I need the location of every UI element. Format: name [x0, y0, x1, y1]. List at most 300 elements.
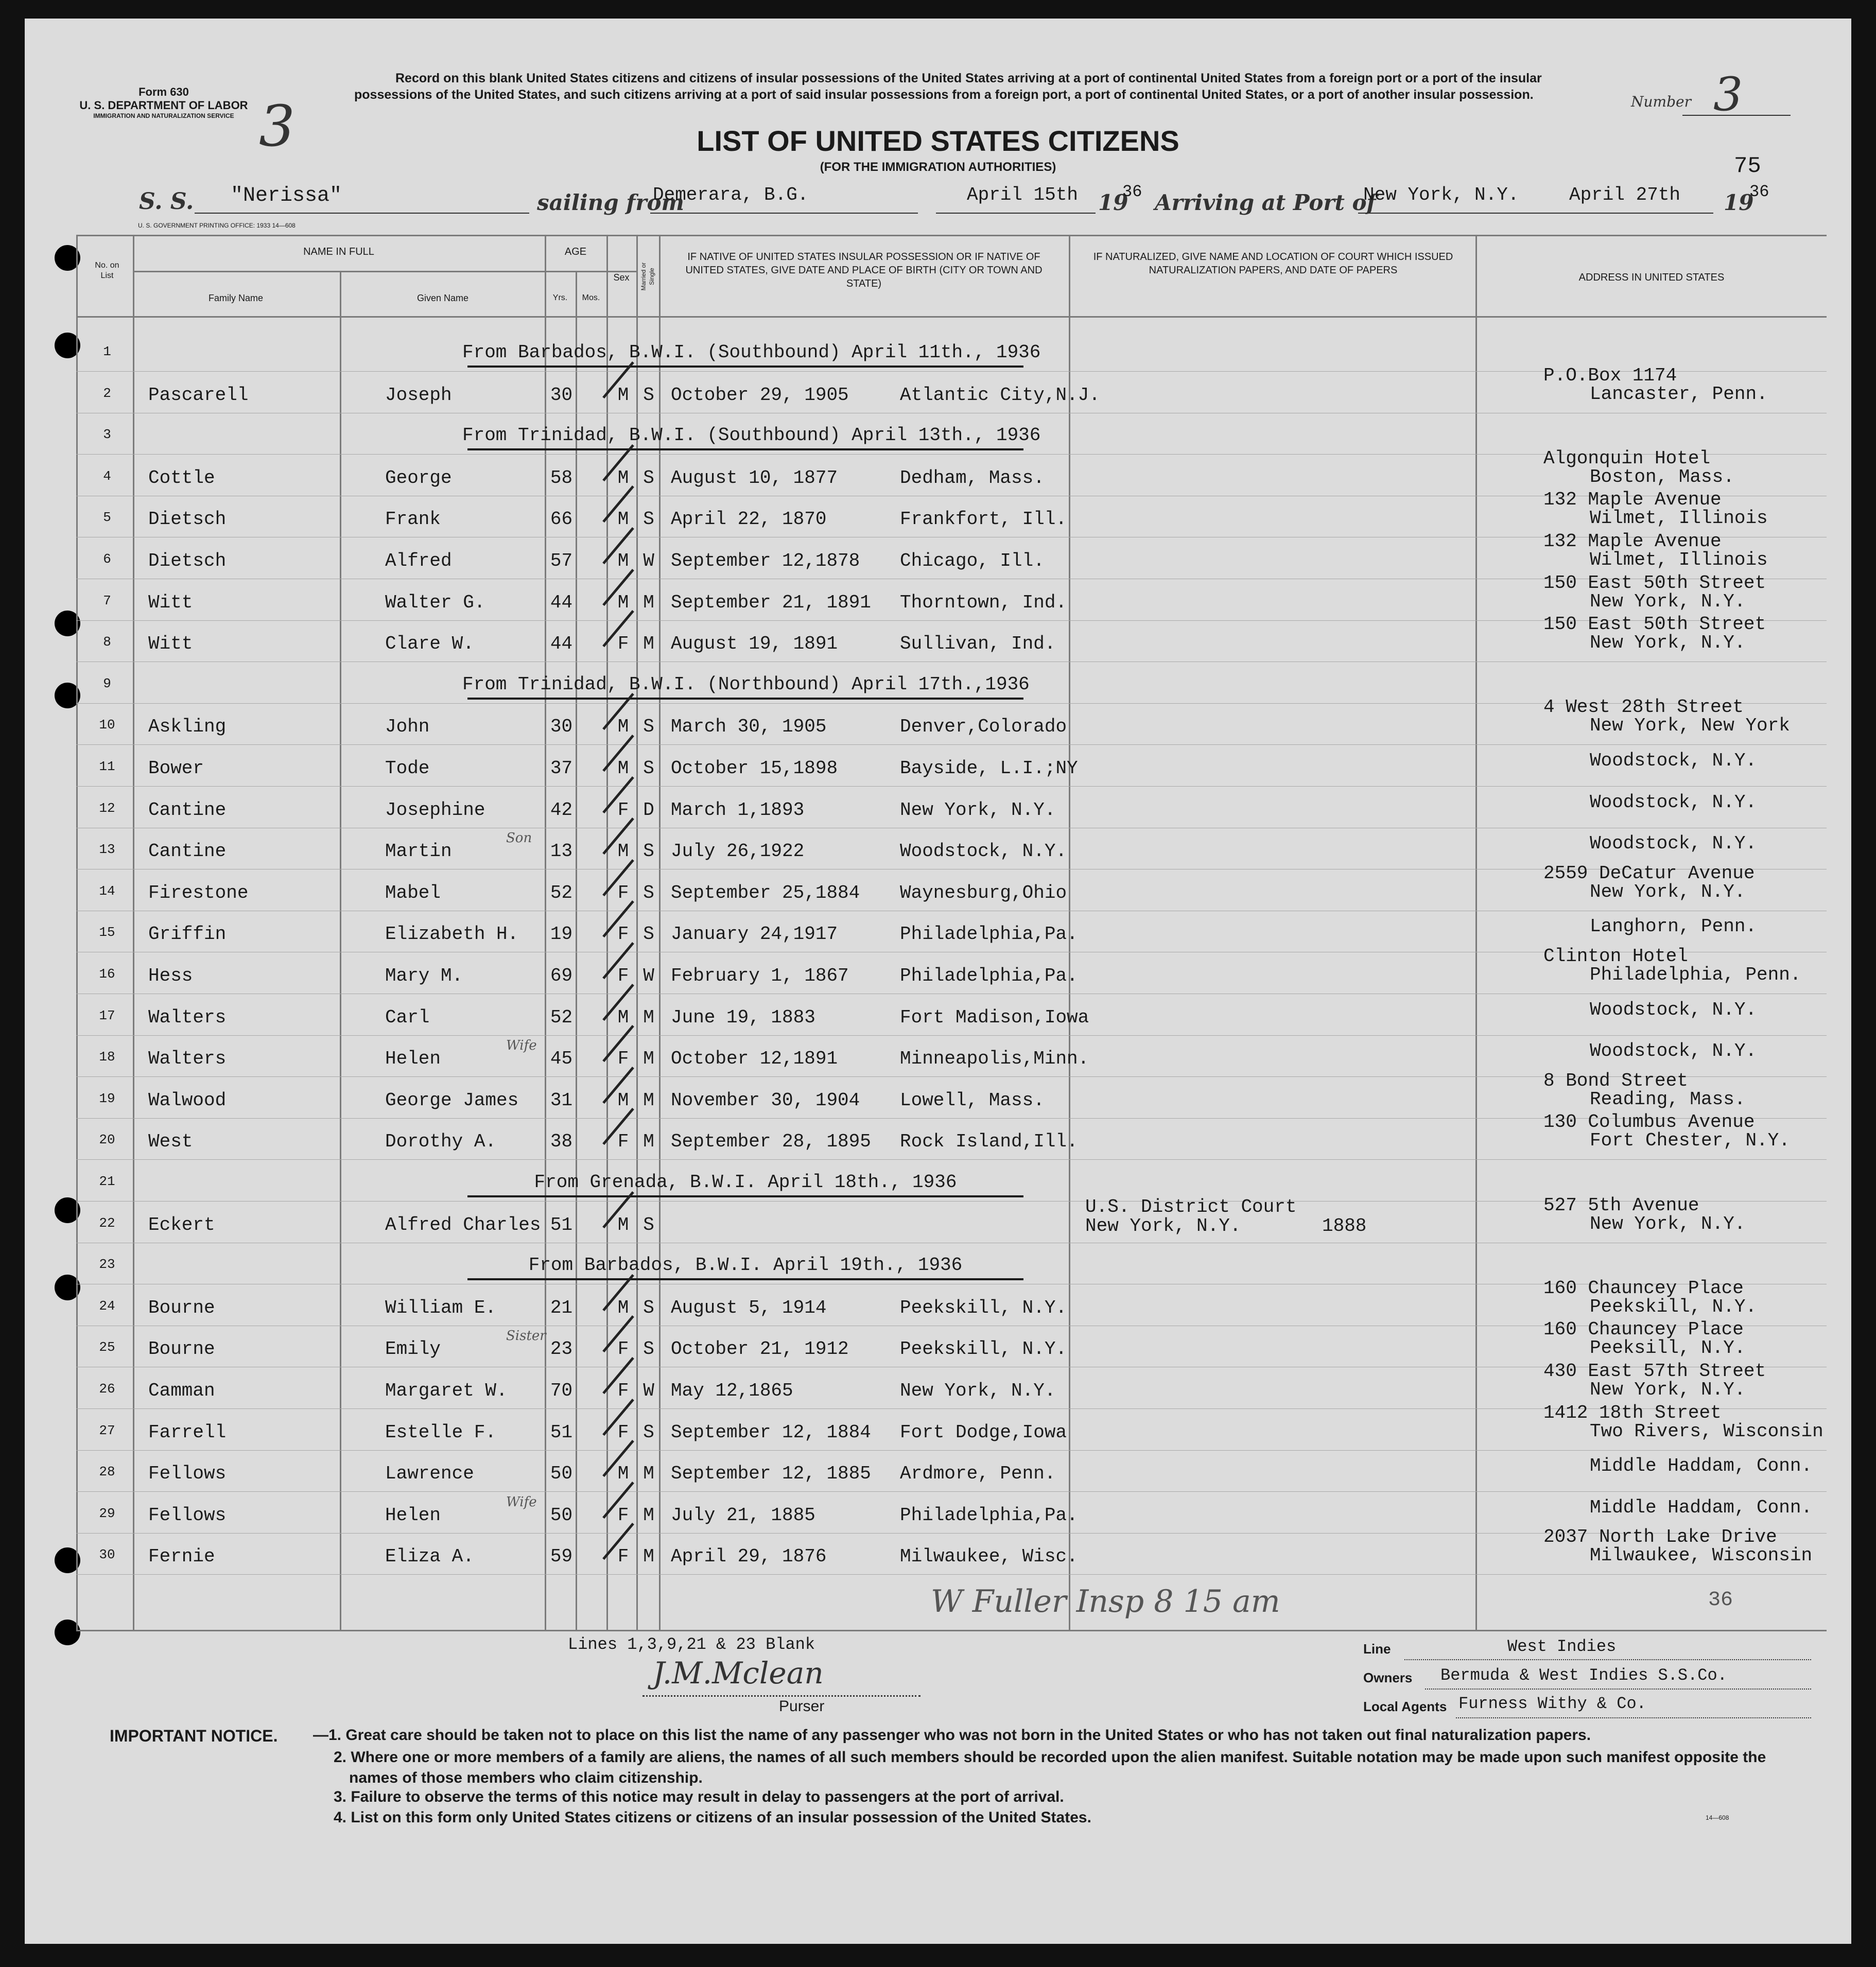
family-name: Fellows — [148, 1505, 227, 1526]
marital-status: D — [643, 799, 654, 821]
marital-status: S — [643, 1338, 654, 1360]
address-line-2: New York, N.Y. — [1590, 632, 1746, 653]
row-rule — [76, 1491, 1827, 1492]
section-underline — [467, 1195, 1023, 1197]
sex: M — [617, 592, 629, 613]
marital-status: S — [643, 1422, 654, 1443]
row-rule — [76, 1450, 1827, 1451]
handwritten-note: Sister — [506, 1328, 546, 1344]
given-name: Estelle F. — [385, 1422, 497, 1443]
birth-place: Dedham, Mass. — [900, 467, 1045, 489]
port-underline — [1358, 212, 1713, 214]
row-number: 19 — [99, 1091, 115, 1106]
number-label: Number — [1631, 93, 1691, 110]
row-number: 22 — [99, 1215, 115, 1231]
sailing-underline — [650, 212, 918, 214]
birth-date: March 30, 1905 — [671, 716, 827, 737]
section-underline — [467, 448, 1023, 450]
birth-place: Bayside, L.I.;NY — [900, 758, 1078, 779]
line-label: Line — [1363, 1641, 1391, 1657]
address-line-1: 132 Maple Avenue — [1543, 489, 1722, 510]
marital-status: M — [643, 1048, 654, 1069]
birth-place: Milwaukee, Wisc. — [900, 1546, 1078, 1567]
handwritten-page-number: 3 — [259, 93, 295, 159]
notice-4: 4. List on this form only United States citizens or citizens of an insular possession of the United States. — [334, 1809, 1091, 1826]
birth-place: Peekskill, N.Y. — [900, 1297, 1067, 1318]
family-name: Cantine — [148, 799, 227, 821]
address-line-1: 130 Columbus Avenue — [1543, 1111, 1755, 1133]
row-number: 26 — [99, 1381, 115, 1397]
family-name: Walwood — [148, 1090, 227, 1111]
sailing-label: sailing from — [537, 190, 684, 215]
birth-date: April 29, 1876 — [671, 1546, 827, 1567]
row-number: 5 — [103, 510, 111, 525]
birth-place: Atlantic City,N.J. — [900, 385, 1100, 406]
family-name: Witt — [148, 633, 193, 654]
birth-date: March 1,1893 — [671, 799, 805, 821]
age-years: 57 — [550, 550, 573, 571]
section-heading: From Barbados, B.W.I. (Southbound) April 11th., 1936 — [462, 342, 1041, 363]
port-name: New York, N.Y. — [1363, 184, 1519, 205]
row-number: 21 — [99, 1174, 115, 1189]
birth-place: Peekskill, N.Y. — [900, 1338, 1067, 1360]
blank-lines-note: Lines 1,3,9,21 & 23 Blank — [568, 1635, 815, 1654]
handwritten-note: Son — [506, 830, 532, 846]
address-line-1: 150 East 50th Street — [1543, 572, 1766, 594]
given-name: Dorothy A. — [385, 1131, 497, 1152]
sex: M — [617, 385, 629, 406]
address-line-2: Reading, Mass. — [1590, 1089, 1746, 1110]
row-number: 25 — [99, 1339, 115, 1355]
owners-label: Owners — [1363, 1670, 1413, 1685]
section-heading: From Barbados, B.W.I. April 19th., 1936 — [528, 1255, 963, 1276]
birth-date: September 12,1878 — [671, 550, 860, 571]
given-name: Joseph — [385, 385, 452, 406]
row-rule — [76, 786, 1827, 787]
family-name: Bower — [148, 758, 204, 779]
address-line-2: Boston, Mass. — [1590, 466, 1734, 488]
arrival-year-value: 36 — [1749, 182, 1769, 201]
given-name: Josephine — [385, 799, 485, 821]
notice-1: —1. Great care should be taken not to place on this list the name of any passenger who was not born in the United States or who has not taken out final naturalization papers. — [313, 1727, 1591, 1744]
row-number: 6 — [103, 551, 111, 567]
birth-place: New York, N.Y. — [900, 1380, 1056, 1401]
row-number: 4 — [103, 468, 111, 484]
birth-place: Fort Dodge,Iowa — [900, 1422, 1067, 1443]
birth-date: May 12,1865 — [671, 1380, 793, 1401]
birth-date: September 12, 1884 — [671, 1422, 871, 1443]
col-native-header: IF NATIVE OF UNITED STATES INSULAR POSSESSION OR IF NATIVE OF UNITED STATES, GIVE DATE AND PLACE OF BIRTH (CITY OR TOWN AND STATE) — [685, 251, 1043, 289]
family-name: Dietsch — [148, 550, 227, 571]
name-subhead-rule — [133, 271, 637, 272]
form-id-block — [76, 85, 251, 119]
ship-underline — [195, 212, 529, 214]
birth-place: Waynesburg,Ohio — [900, 882, 1067, 903]
birth-place: Philadelphia,Pa. — [900, 1505, 1078, 1526]
court-location: New York, N.Y. — [1085, 1215, 1241, 1237]
address-line-1: 150 East 50th Street — [1543, 614, 1766, 635]
row-rule — [76, 1574, 1827, 1575]
family-name: Camman — [148, 1380, 215, 1401]
row-number: 7 — [103, 593, 111, 608]
sex: F — [617, 1131, 629, 1152]
notice-2: 2. Where one or more members of a family are aliens, the names of all such members should be recorded upon the alien manifest. Suitable notation may be made upon such manifest opposite the names of those members who claim citizenship. — [334, 1749, 1766, 1786]
address-line-1: 527 5th Avenue — [1543, 1195, 1699, 1216]
col-age-header: AGE — [564, 246, 587, 257]
birth-place: Frankfort, Ill. — [900, 509, 1067, 530]
birth-date: September 28, 1895 — [671, 1131, 871, 1152]
family-name: Bourne — [148, 1297, 215, 1318]
section-underline — [467, 1278, 1023, 1280]
address-line-1: Middle Haddam, Conn. — [1590, 1455, 1813, 1476]
birth-date: July 21, 1885 — [671, 1505, 815, 1526]
birth-date: October 29, 1905 — [671, 385, 849, 406]
sailing-from: Demerara, B.G. — [653, 184, 809, 205]
birth-date: October 21, 1912 — [671, 1338, 849, 1360]
age-years: 21 — [550, 1297, 573, 1318]
sex: F — [617, 1338, 629, 1360]
inspector-note: W Fuller Insp 8 15 am — [931, 1583, 1280, 1620]
age-years: 52 — [550, 882, 573, 903]
table-bottom-rule — [76, 1630, 1827, 1631]
row-number: 1 — [103, 344, 111, 359]
age-years: 30 — [550, 716, 573, 737]
age-years: 19 — [550, 924, 573, 945]
marital-status: M — [643, 1463, 654, 1484]
row-number: 30 — [99, 1547, 115, 1562]
family-name: Bourne — [148, 1338, 215, 1360]
address-line-1: Woodstock, N.Y. — [1590, 750, 1757, 771]
col-family-header: Family Name — [208, 293, 263, 303]
birth-place: New York, N.Y. — [900, 799, 1056, 821]
birth-place: Philadelphia,Pa. — [900, 924, 1078, 945]
address-line-2: New York, New York — [1590, 715, 1790, 736]
birth-date: April 22, 1870 — [671, 509, 827, 530]
col-no-header: No. on List — [95, 261, 119, 280]
page-title: LIST OF UNITED STATES CITIZENS — [697, 125, 1179, 157]
row-number: 23 — [99, 1257, 115, 1272]
birth-date: January 24,1917 — [671, 924, 838, 945]
given-name: Helen — [385, 1505, 441, 1526]
age-years: 37 — [550, 758, 573, 779]
address-line-1: Middle Haddam, Conn. — [1590, 1497, 1813, 1518]
given-name: Helen — [385, 1048, 441, 1069]
birth-date: June 19, 1883 — [671, 1007, 815, 1028]
address-line-2: New York, N.Y. — [1590, 881, 1746, 902]
col-rule — [76, 235, 78, 1631]
marital-status: S — [643, 467, 654, 489]
birth-place: Thorntown, Ind. — [900, 592, 1067, 613]
marital-status: S — [643, 385, 654, 406]
marital-status: S — [643, 882, 654, 903]
family-name: Fellows — [148, 1463, 227, 1484]
given-name: Margaret W. — [385, 1380, 508, 1401]
address-line-1: 2559 DeCatur Avenue — [1543, 863, 1755, 884]
given-name: Alfred Charles — [385, 1214, 541, 1235]
sex: M — [617, 758, 629, 779]
col-name-header: NAME IN FULL — [303, 246, 374, 257]
family-name: Cantine — [148, 841, 227, 862]
family-name: Farrell — [148, 1422, 227, 1443]
marital-status: S — [643, 758, 654, 779]
owners-value: Bermuda & West Indies S.S.Co. — [1440, 1666, 1727, 1685]
header-bottom-rule — [76, 316, 1827, 318]
form-number: Form 630 — [138, 85, 189, 98]
arriving-label: Arriving at Port of — [1155, 190, 1376, 215]
section-underline — [467, 365, 1023, 368]
col-naturalized-header: IF NATURALIZED, GIVE NAME AND LOCATION OF COURT WHICH ISSUED NATURALIZATION PAPERS, AND DATE OF PAPERS — [1093, 251, 1453, 276]
birth-date: November 30, 1904 — [671, 1090, 860, 1111]
sex: M — [617, 467, 629, 489]
print-note: U. S. GOVERNMENT PRINTING OFFICE: 1933 14—608 — [138, 222, 296, 229]
family-name: Walters — [148, 1048, 227, 1069]
passenger-count: 36 — [1708, 1589, 1733, 1612]
row-number: 12 — [99, 800, 115, 816]
purser-line — [642, 1694, 920, 1697]
section-underline — [467, 698, 1023, 700]
age-years: 50 — [550, 1463, 573, 1484]
address-line-2: New York, N.Y. — [1590, 1379, 1746, 1400]
address-line-1: Woodstock, N.Y. — [1590, 792, 1757, 813]
address-line-2: Philadelphia, Penn. — [1590, 964, 1801, 985]
col-rule — [133, 235, 134, 1631]
row-number: 2 — [103, 386, 111, 401]
address-line-1: 160 Chauncey Place — [1543, 1319, 1744, 1340]
address-line-1: Woodstock, N.Y. — [1590, 999, 1757, 1020]
sex: M — [617, 1007, 629, 1028]
age-years: 58 — [550, 467, 573, 489]
marital-status: M — [643, 1131, 654, 1152]
year-label: 19 — [1098, 190, 1128, 215]
form-code: 14—608 — [1706, 1814, 1729, 1821]
section-heading: From Trinidad, B.W.I. (Northbound) April 17th.,1936 — [462, 674, 1030, 695]
birth-date: August 19, 1891 — [671, 633, 838, 654]
row-number: 13 — [99, 842, 115, 857]
marital-status: M — [643, 1090, 654, 1111]
address-line-1: Woodstock, N.Y. — [1590, 1040, 1757, 1061]
age-years: 66 — [550, 509, 573, 530]
sailing-date-underline — [936, 212, 1096, 214]
marital-status: S — [643, 1297, 654, 1318]
page-subtitle: (FOR THE IMMIGRATION AUTHORITIES) — [820, 160, 1056, 174]
marital-status: S — [643, 716, 654, 737]
given-name: Lawrence — [385, 1463, 474, 1484]
sex: M — [617, 1214, 629, 1235]
owners-underline — [1425, 1687, 1811, 1690]
given-name: Alfred — [385, 550, 452, 571]
given-name: Martin — [385, 841, 452, 862]
age-years: 50 — [550, 1505, 573, 1526]
address-line-2: Wilmet, Illinois — [1590, 549, 1768, 570]
address-line-2: Fort Chester, N.Y. — [1590, 1130, 1790, 1151]
address-line-1: Langhorn, Penn. — [1590, 916, 1757, 937]
marital-status: S — [643, 509, 654, 530]
col-married-header: Married or Single — [640, 262, 655, 291]
birth-date: October 12,1891 — [671, 1048, 838, 1069]
row-number: 27 — [99, 1423, 115, 1438]
sex: F — [617, 882, 629, 903]
given-name: Tode — [385, 758, 430, 779]
sex: M — [617, 1297, 629, 1318]
family-name: West — [148, 1131, 193, 1152]
row-rule — [76, 744, 1827, 745]
row-number: 18 — [99, 1049, 115, 1065]
family-name: Griffin — [148, 924, 227, 945]
sex: F — [617, 633, 629, 654]
sex: F — [617, 1380, 629, 1401]
number-underline — [1682, 114, 1791, 116]
arrival-date: April 27th — [1569, 184, 1681, 205]
form-service: IMMIGRATION AND NATURALIZATION SERVICE — [93, 112, 234, 119]
birth-place: Sullivan, Ind. — [900, 633, 1056, 654]
sex: M — [617, 716, 629, 737]
col-yrs-header: Yrs. — [552, 293, 568, 302]
birth-place: Rock Island,Ill. — [900, 1131, 1078, 1152]
sex: F — [617, 799, 629, 821]
notice-title: IMPORTANT NOTICE. — [110, 1727, 278, 1745]
birth-place: Woodstock, N.Y. — [900, 841, 1067, 862]
marital-status: M — [643, 1546, 654, 1567]
row-number: 3 — [103, 427, 111, 442]
family-name: Firestone — [148, 882, 249, 903]
handwritten-note: Wife — [506, 1038, 537, 1053]
address-line-2: Wilmet, Illinois — [1590, 508, 1768, 529]
age-years: 23 — [550, 1338, 573, 1360]
marital-status: W — [643, 550, 654, 571]
marital-status: M — [643, 633, 654, 654]
page-stamp: 75 — [1734, 153, 1761, 179]
manifest-sheet — [25, 19, 1851, 1944]
family-name: Witt — [148, 592, 193, 613]
age-years: 51 — [550, 1214, 573, 1235]
row-number: 11 — [99, 759, 115, 774]
marital-status: S — [643, 924, 654, 945]
age-years: 38 — [550, 1131, 573, 1152]
age-years: 13 — [550, 841, 573, 862]
table-top-rule — [76, 235, 1827, 236]
agents-value: Furness Withy & Co. — [1458, 1694, 1646, 1713]
sex: M — [617, 1090, 629, 1111]
address-line-1: Clinton Hotel — [1543, 946, 1688, 967]
agents-underline — [1456, 1716, 1811, 1718]
address-line-2: New York, N.Y. — [1590, 591, 1746, 612]
family-name: Fernie — [148, 1546, 215, 1567]
form-department: U. S. DEPARTMENT OF LABOR — [79, 99, 248, 112]
birth-place: Ardmore, Penn. — [900, 1463, 1056, 1484]
age-years: 42 — [550, 799, 573, 821]
marital-status: W — [643, 1380, 654, 1401]
address-line-1: 1412 18th Street — [1543, 1402, 1722, 1423]
birth-place: Lowell, Mass. — [900, 1090, 1045, 1111]
marital-status: S — [643, 841, 654, 862]
address-line-1: 160 Chauncey Place — [1543, 1278, 1744, 1299]
row-number: 16 — [99, 966, 115, 982]
marital-status: M — [643, 1007, 654, 1028]
age-years: 44 — [550, 592, 573, 613]
birth-date: September 21, 1891 — [671, 592, 871, 613]
birth-date: August 10, 1877 — [671, 467, 838, 489]
given-name: Mabel — [385, 882, 441, 903]
address-line-1: P.O.Box 1174 — [1543, 365, 1677, 386]
sex: F — [617, 924, 629, 945]
row-rule — [76, 1159, 1827, 1160]
address-line-1: 430 East 57th Street — [1543, 1361, 1766, 1382]
row-rule — [76, 1035, 1827, 1036]
agents-label: Local Agents — [1363, 1699, 1447, 1714]
age-years: 51 — [550, 1422, 573, 1443]
given-name: Walter G. — [385, 592, 485, 613]
col-mos-header: Mos. — [582, 293, 600, 302]
sex: F — [617, 1546, 629, 1567]
given-name: John — [385, 716, 430, 737]
purser-signature: J.M.Mclean — [653, 1656, 824, 1691]
sex: M — [617, 841, 629, 862]
age-years: 70 — [550, 1380, 573, 1401]
age-years: 44 — [550, 633, 573, 654]
family-name: Hess — [148, 965, 193, 986]
notice-3: 3. Failure to observe the terms of this notice may result in delay to passengers at the port of arrival. — [334, 1788, 1064, 1805]
row-number: 20 — [99, 1132, 115, 1147]
address-line-1: 132 Maple Avenue — [1543, 531, 1722, 552]
birth-date: August 5, 1914 — [671, 1297, 827, 1318]
address-line-2: Peekskill, N.Y. — [1590, 1296, 1757, 1317]
birth-place: Denver,Colorado — [900, 716, 1067, 737]
given-name: Mary M. — [385, 965, 463, 986]
marital-status: W — [643, 965, 654, 986]
age-years: 45 — [550, 1048, 573, 1069]
sex: F — [617, 1505, 629, 1526]
given-name: George — [385, 467, 452, 489]
address-line-1: 8 Bond Street — [1543, 1070, 1688, 1091]
row-number: 8 — [103, 634, 111, 650]
row-number: 28 — [99, 1464, 115, 1479]
family-name: Dietsch — [148, 509, 227, 530]
sex: F — [617, 1048, 629, 1069]
row-number: 29 — [99, 1506, 115, 1521]
section-heading: From Grenada, B.W.I. April 18th., 1936 — [534, 1172, 957, 1193]
given-name: William E. — [385, 1297, 497, 1318]
address-line-2: Lancaster, Penn. — [1590, 384, 1768, 405]
row-number: 17 — [99, 1008, 115, 1023]
row-number: 10 — [99, 717, 115, 733]
marital-status: S — [643, 1214, 654, 1235]
sailing-date: April 15th — [967, 184, 1079, 205]
birth-date: September 12, 1885 — [671, 1463, 871, 1484]
ship-name: "Nerissa" — [231, 184, 342, 207]
naturalization-year: 1888 — [1322, 1215, 1367, 1237]
number-value: 3 — [1713, 67, 1743, 121]
family-name: Walters — [148, 1007, 227, 1028]
col-address-header: ADDRESS IN UNITED STATES — [1578, 272, 1725, 283]
handwritten-note: Wife — [506, 1494, 537, 1510]
row-number: 9 — [103, 676, 111, 691]
birth-date: October 15,1898 — [671, 758, 838, 779]
ss-label: S. S. — [139, 188, 194, 215]
birth-date: July 26,1922 — [671, 841, 805, 862]
given-name: Eliza A. — [385, 1546, 474, 1567]
address-line-1: 2037 North Lake Drive — [1543, 1526, 1777, 1547]
age-years: 31 — [550, 1090, 573, 1111]
age-years: 59 — [550, 1546, 573, 1567]
given-name: Clare W. — [385, 633, 474, 654]
age-years: 69 — [550, 965, 573, 986]
birth-place: Chicago, Ill. — [900, 550, 1045, 571]
court-name: U.S. District Court — [1085, 1196, 1297, 1217]
marital-status: M — [643, 592, 654, 613]
row-number: 15 — [99, 925, 115, 940]
given-name: George James — [385, 1090, 519, 1111]
year-value: 36 — [1122, 182, 1142, 201]
